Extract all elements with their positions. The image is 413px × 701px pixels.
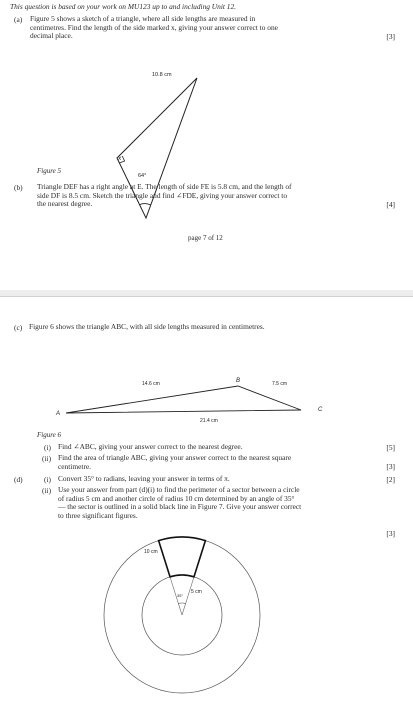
question-c-label: (c) (14, 323, 23, 332)
question-d-i-label: (i) (44, 475, 51, 484)
question-c-ii-text: Find the area of triangle ABC, giving your answer correct to the nearest square centimetre. (58, 453, 292, 471)
question-d-label: (d) (14, 475, 23, 484)
question-c-text: Figure 6 shows the triangle ABC, with all side lengths measured in centimetres. (29, 322, 265, 331)
hyp-label: 10.8 cm (152, 72, 172, 78)
label-C: C (318, 407, 323, 413)
page-number: page 7 of 12 (188, 234, 223, 242)
question-d-ii-text: Use your answer from part (d)(i) to find the perimeter of a sector between a circle of radius 5 cm and another circle of radius 10 cm determined by an angle of 35° — the sector is outlined in a solid black line in Figure 7. Give your answer correct to three significant figures. (58, 485, 302, 520)
question-a-label: (a) (14, 15, 23, 24)
question-a-marks: [3] (386, 32, 395, 41)
question-d-ii-marks: [3] (386, 529, 395, 538)
label-B: B (236, 378, 241, 384)
inner-radius-label: 5 cm (191, 589, 202, 595)
question-b-label: (b) (14, 183, 23, 192)
page-bottom (0, 296, 413, 701)
figure-7-sector (102, 535, 262, 695)
question-c-i-label: (i) (44, 443, 51, 452)
question-b-marks: [4] (386, 200, 395, 209)
label-A: A (56, 411, 61, 417)
figure-6-triangle (0, 357, 413, 427)
question-b-text: Triangle DEF has a right angle at E. The length of side FE is 5.8 cm, and the length of side DF is 8.5 cm. Sketch the triangle and find ∠FDE, giving your answer correct to the nearest degree. (37, 182, 292, 209)
question-d-i-text: Convert 35° to radians, leaving your answer in terms of π. (58, 474, 230, 483)
figure-5-triangle (0, 60, 413, 180)
angle-64-label: 64° (138, 173, 147, 179)
label-ac: 21.4 cm (200, 418, 218, 424)
side-x-label: x (118, 155, 122, 162)
question-c-ii-label: (ii) (42, 454, 52, 463)
label-ab: 14.6 cm (142, 381, 160, 387)
question-d-ii-label: (ii) (42, 486, 52, 495)
question-c-i-marks: [5] (386, 443, 395, 452)
question-c-ii-marks: [3] (386, 462, 395, 471)
question-c-i-text: Find ∠ABC, giving your answer correct to the nearest degree. (58, 442, 243, 451)
question-a-text: Figure 5 shows a sketch of a triangle, where all side lengths are measured in centimetres. Find the length of the side marked x, giving your answer correct to one decimal place. (30, 14, 278, 41)
angle-35-label: 35° (177, 593, 184, 598)
outer-radius-label: 10 cm (144, 549, 158, 555)
question-d-i-marks: [2] (386, 475, 395, 484)
page-header: This question is based on your work on MU123 up to and including Unit 12. (10, 2, 237, 11)
figure-6-caption: Figure 6 (37, 431, 62, 439)
label-bc: 7.5 cm (272, 381, 288, 387)
page-top (0, 0, 413, 291)
figure-5-caption: Figure 5 (37, 167, 62, 175)
